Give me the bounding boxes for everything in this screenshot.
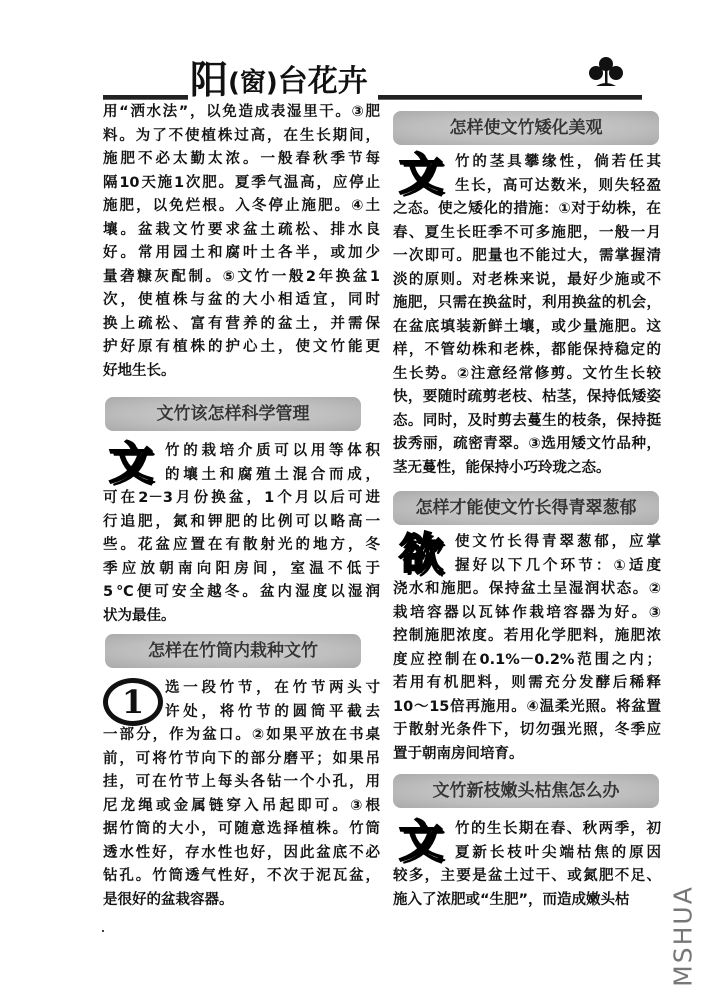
text-line: 快，要随时疏剪老枝、枯茎，保持低矮姿 bbox=[393, 389, 661, 405]
text-line: 10～15倍再施用。④温柔光照。将盆置 bbox=[393, 698, 661, 715]
text-line: 选一段竹节，在竹节两头寸 bbox=[165, 680, 380, 696]
text-line: 用“洒水法”，以免造成表湿里干。③肥 bbox=[103, 104, 380, 120]
text-line: 隔10天施1次肥。夏季气温高，应停止 bbox=[103, 174, 380, 191]
text-line: 生长势。②注意经常修剪。文竹生长较 bbox=[393, 365, 661, 382]
left-column bbox=[103, 0, 380, 1001]
text-line: 于散射光条件下，切勿强光照，冬季应 bbox=[393, 722, 661, 738]
masthead-title-big: 阳 bbox=[190, 57, 229, 102]
text-line: 施肥不必太勤太浓。一般春秋季节每 bbox=[103, 151, 380, 167]
text-line: 许处，将竹节的圆筒平截去 bbox=[165, 703, 380, 720]
text-line: 5℃便可安全越冬。盆内湿度以湿润 bbox=[103, 584, 380, 600]
text-line: 尼龙绳或金属链穿入吊起即可。③根 bbox=[103, 797, 380, 814]
text-line: 置于朝南房间培育。 bbox=[393, 745, 524, 762]
text-line: 度应控制在0.1%－0.2%范围之内； bbox=[393, 651, 661, 668]
masthead-title-rest: 台花卉 bbox=[277, 64, 368, 99]
text-line: 施肥，以免烂根。入冬停止施肥。④土 bbox=[103, 198, 380, 214]
text-line: 料。为了不使植株过高，在生长期间， bbox=[103, 127, 380, 144]
text-line: 据竹筒的大小，可随意选择植株。竹筒 bbox=[103, 821, 380, 837]
text-line: 施入了浓肥或“生肥”，而造成嫩头枯 bbox=[393, 891, 630, 908]
section-heading: 怎样才能使文竹长得青翠葱郁 bbox=[393, 491, 659, 525]
text-line: 栽培容器以瓦钵作栽培容器为好。③ bbox=[393, 604, 661, 621]
text-line: 之态。使之矮化的措施：①对于幼株，在 bbox=[393, 201, 661, 217]
watermark: MSHUA bbox=[668, 885, 698, 987]
drop-cap: 文 bbox=[399, 149, 443, 200]
text-line: 次，使植株与盆的大小相适宜，同时 bbox=[103, 292, 380, 308]
section-body bbox=[393, 818, 661, 912]
section-body bbox=[393, 151, 661, 480]
text-line: 的壤土和腐殖土混合而成， bbox=[165, 466, 380, 483]
drop-cap: 文 bbox=[109, 438, 153, 489]
section-heading: 怎样使文竹矮化美观 bbox=[393, 111, 659, 145]
section-heading: 文竹该怎样科学管理 bbox=[105, 397, 361, 431]
text-line: 透水性好，存水性也好，因此盆底不必 bbox=[103, 844, 380, 861]
text-line: 在盆底填装新鲜土壤，或少量施肥。这 bbox=[393, 318, 661, 335]
text-line: 握好以下几个环节：①适度 bbox=[455, 557, 661, 574]
text-line: 好地生长。 bbox=[103, 362, 176, 379]
section-heading: 怎样在竹筒内栽种文竹 bbox=[105, 634, 361, 668]
text-line: 较多，主要是盆土过干、或氮肥不足、 bbox=[393, 868, 661, 884]
text-line: 状为最佳。 bbox=[103, 607, 176, 624]
text-line: 茎无蔓性，能保持小巧玲珑之态。 bbox=[393, 459, 611, 476]
text-line: 前，可将竹节向下的部分磨平；如果吊 bbox=[103, 750, 380, 767]
text-line: 拔秀丽，疏密青翠。③选用矮文竹品种， bbox=[393, 436, 661, 452]
drop-cap: 文 bbox=[399, 816, 443, 867]
masthead-title-paren: (窗) bbox=[228, 68, 278, 98]
scan-speck bbox=[102, 930, 104, 932]
text-line: 使文竹长得青翠葱郁，应掌 bbox=[455, 534, 661, 550]
section-body bbox=[103, 677, 380, 912]
text-line: 壤。盆栽文竹要求盆土疏松、排水良 bbox=[103, 221, 380, 238]
text-line: 态。同时，及时剪去蔓生的枝条，保持挺 bbox=[393, 412, 661, 429]
text-line: 护好原有植株的护心土，使文竹能更 bbox=[103, 339, 380, 355]
text-line: 样，不管幼株和老株，都能保持稳定的 bbox=[393, 342, 661, 358]
text-line: 春、夏生长旺季不可多施肥，一般一月 bbox=[393, 224, 661, 241]
text-line: 挂，可在竹节上每头各钻一个小孔，用 bbox=[103, 774, 380, 790]
text-line: 行追肥，氮和钾肥的比例可以略高一 bbox=[103, 513, 380, 530]
section-heading: 文竹新枝嫩头枯焦怎么办 bbox=[393, 774, 659, 808]
section-body bbox=[103, 440, 380, 628]
text-line: 竹的生长期在春、秋两季，初 bbox=[455, 821, 661, 837]
drop-cap-number-one: 1 bbox=[103, 678, 163, 726]
text-line: 施肥，只需在换盆时，利用换盆的机会， bbox=[393, 295, 661, 311]
text-line: 淡的原则。对老株来说，最好少施或不 bbox=[393, 271, 661, 288]
text-line: 是很好的盆栽容器。 bbox=[103, 891, 234, 908]
text-line: 若用有机肥料，则需充分发酵后稀释 bbox=[393, 675, 661, 691]
text-line: 钻孔。竹筒透气性好，不次于泥瓦盆， bbox=[103, 868, 380, 884]
text-line: 可在2－3月份换盆，1个月以后可进 bbox=[103, 490, 380, 506]
text-line: 夏新长枝叶尖端枯焦的原因 bbox=[455, 844, 661, 861]
text-line: 些。花盆应置在有散射光的地方，冬 bbox=[103, 537, 380, 553]
intro-text bbox=[103, 101, 380, 383]
right-column bbox=[393, 0, 661, 1001]
text-line: 换上疏松、富有营养的盆土，并需保 bbox=[103, 315, 380, 332]
text-line: 控制施肥浓度。若用化学肥料，施肥浓 bbox=[393, 628, 661, 644]
drop-cap: 欲 bbox=[399, 529, 443, 580]
text-line: 竹的栽培介质可以用等体积 bbox=[165, 443, 380, 459]
text-line: 好。常用园土和腐叶土各半，或加少 bbox=[103, 245, 380, 261]
text-line: 一次即可。肥量也不能过大，需掌握清 bbox=[393, 248, 661, 264]
text-line: 季应放朝南向阳房间，室温不低于 bbox=[103, 560, 380, 577]
text-line: 浇水和施肥。保持盆土呈湿润状态。② bbox=[393, 581, 661, 597]
section-body bbox=[393, 531, 661, 766]
text-line: 一部分，作为盆口。②如果平放在书桌 bbox=[103, 727, 380, 743]
text-line: 量砻糠灰配制。⑤文竹一般2年换盆1 bbox=[103, 268, 380, 285]
text-line: 生长，高可达数米，则失轻盈 bbox=[455, 177, 661, 194]
text-line: 竹的茎具攀缘性，倘若任其 bbox=[455, 154, 661, 170]
